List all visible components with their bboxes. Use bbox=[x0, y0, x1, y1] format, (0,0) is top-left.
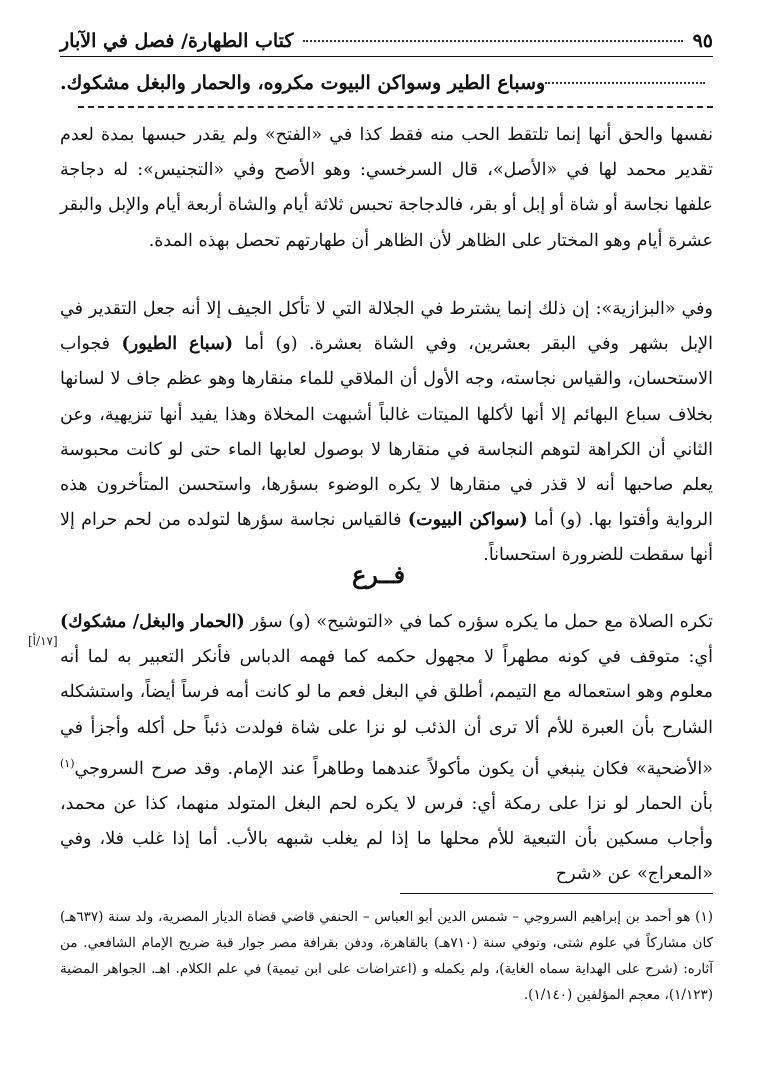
header-dotted-leader bbox=[303, 40, 682, 42]
paragraph-3-text-c: بأن الحمار لو نزا على رمكة أي: فرس لا يكره لحم البغل المتولد منهما، كذا عن محمد، وأجاب مسكين بأن التبعية للأم محلها ما إذا لم يغلب شبهه بالأب. أما إذا غلب فلا، وفي «المعراج» عن «شرح bbox=[60, 793, 713, 885]
manuscript-folio-ref: [١٧/أ] bbox=[28, 634, 58, 648]
paragraph-3-text-b: أي: متوقف في كونه مطهراً لا مجهول حكمه كما فهمه الدباس فأنكر التعبير به لما أنه معلوم وهو استعماله مع التيمم، أطلق في البغل فعم ما لو كانت أمه فرساً أيضاً، واستشكله الشارح بأن العبرة للأم ألا ترى أن الذئب لو نزا على شاة فولدت ذئباً حل أكله وأجزأ في «الأضحية» فكان ينبغي أن يكون مأكولاً عندهما وطاهراً عند الإمام. وقد صرح السروجي bbox=[60, 647, 713, 779]
paragraph-2-text-a: وفي «البزازية»: إن ذلك إنما يشترط في الجلالة التي لا تأكل الجيف إلا أنه جعل التقدير في الإبل بشهر وفي البقر بعشرين، وفي الشاة بعشرة. (و) أما bbox=[60, 299, 713, 355]
footnote-1: (١) هو أحمد بن إبراهيم السروجي – شمس الدين أبو العباس – الحنفي قاضي قضاة الديار المصرية، ولد سنة (٦٣٧هـ) كان مشاركاً في علوم شتى، وتوفي سنة (٧١٠هـ) بالقاهرة، ودفن بقرافة مصر جوار قبة ضريح الإمام الشافعي. من آثاره: (شرح على الهداية سماه الغاية)، ولم يكمله و (اعتراضات على ابن تيمية) في علم الكلام. اهـ. الجواهر المضية (١/١٢٣)، معجم المؤلفين (١/١٤٠). bbox=[60, 909, 714, 1003]
paragraph-2-bold-b: (سواكن البيوت) bbox=[407, 510, 528, 531]
paragraph-2-text-c: فالقياس نجاسة سؤرها لتولده من لحم حرام إلا أنها سقطت للضرورة استحساناً. bbox=[60, 510, 713, 566]
header-title: كتاب الطهارة/ فصل في الآبار bbox=[60, 30, 294, 52]
page-number: ٩٥ bbox=[692, 30, 713, 52]
running-header bbox=[60, 26, 713, 57]
paragraph-3-text-a: تكره الصلاة مع حمل ما يكره سؤره كما في «التوشيح» (و) سؤر bbox=[244, 612, 713, 632]
footnote-marker[interactable]: (١) bbox=[60, 756, 75, 770]
paragraph-3-bold-a: (الحمار والبغل/ مشكوك) bbox=[60, 612, 245, 632]
section-heading bbox=[60, 66, 713, 100]
paragraph-1: نفسها والحق أنها إنما تلتقط الحب منه فقط كذا في «الفتح» ولم يقدر حبسها بمدة لعدم تقدير محمد لها في «الأصل»، قال السرخسي: وهو الأصح وفي «التجنيس»: له دجاجة علفها نجاسة أو شاة أو إبل أو بقر، فالدجاجة تحبس ثلاثة أيام والشاة أربعة أيام والإبل والبقر عشرة أيام وهو المختار على الظاهر لأن الظاهر أن طهارتهم تحصل بهذه المدة. bbox=[60, 125, 713, 251]
paragraph-2-text-b: فجواب الاستحسان، والقياس نجاسته، وجه الأول أن الملاقي للماء منقارها وهو عظم جاف لا لسانها بخلاف سباع البهائم إلا أنها لأكلها الميتات غالباً أشبهت المخلاة وهذا يفيد أنها تنزيهية، وعن الثاني أن الكراهة لتوهم النجاسة في منقارها لا بوصول لعابها الماء حتى لو كانت محبوسة يعلم صاحبها أنه لا قذر في منقارها لا يكره الوضوء بسؤرها، واستحسن المتأخرون هذه الرواية وأفتوا بها. (و) أما bbox=[60, 334, 713, 531]
far-heading: فــرع bbox=[351, 560, 406, 589]
paragraph-2 bbox=[60, 292, 713, 574]
paragraph-3 bbox=[60, 605, 713, 892]
dashed-divider bbox=[78, 106, 713, 108]
section-heading-text: وسباع الطير وسواكن البيوت مكروه، والحمار والبغل مشكوك. bbox=[60, 72, 546, 94]
footnote-divider bbox=[400, 893, 713, 894]
section-heading-dotted-leader bbox=[545, 82, 705, 84]
paragraph-2-bold-a: (سباع الطيور) bbox=[121, 334, 234, 355]
